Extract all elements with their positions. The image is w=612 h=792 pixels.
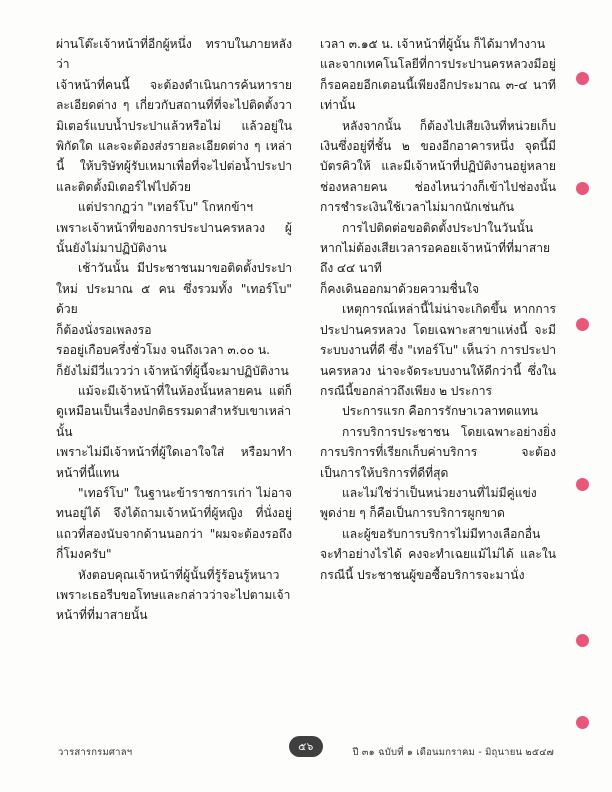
page-number-badge: ๕๖ [289, 736, 323, 757]
paragraph: เวลา ๓.๑๕ น. เจ้าหน้าที่ผู้นั้น ก็ได้มาทำงาน [320, 37, 546, 51]
left-column [56, 34, 292, 724]
paragraph: ก็ต้องนั่งรอเพลงรอ [56, 322, 152, 337]
decorative-dot [576, 318, 589, 331]
paragraph: รออยู่เกือบครึ่งชั่วโมง จนถึงเวลา ๓.๐๐ น. [56, 343, 270, 358]
paragraph: "เทอร์โบ" ในฐานะข้าราชการเก่า ไม่อาจทนอยู่ได้ จึงได้ถามเจ้าหน้าที่ผู้หญิง ที่นั่งอยู่แถวที่สองนับจากด้านนอกว่า "ผมจะต้องรอถึงกี่โมงครับ" [56, 485, 292, 562]
paragraph: ก็คงเดินออกมาด้วยความชื่นใจ [320, 281, 480, 296]
paragraph: ประการแรก คือการรักษาเวลาทดแทน [342, 404, 539, 419]
page-footer [0, 732, 612, 766]
decorative-margin-dots [572, 0, 598, 792]
paragraph: หังตอบคุณเจ้าหน้าที่ผู้นั้นที่รู้ร้อนรู้หนาว เพราะเธอรีบขอโทษและกล่าวว่าจะไปตามเจ้าหน้าที่ที่มาสายนั้น [56, 567, 291, 623]
paragraph: แต่ปรากฏว่า "เทอร์โบ" โกหกข้าฯ [78, 200, 254, 215]
paragraph: และจากเทคโนโลยีที่การประปานครหลวงมีอยู่ ก็รอคอยอีกเตอนนี้เพียงอีกประมาณ ๓-๔ นาที เท่านั้น [320, 57, 556, 113]
paragraph: หลังจากนั้น ก็ต้องไปเสียเงินที่หน่วยเก็บเงินซึ่งอยู่ที่ชั้น ๒ ของอีกอาคารหนึ่ง จุดนี้มีบัตรคิวให้ และมีเจ้าหน้าที่ปฏิบัติงานอยู่หลายช่องหลายคน ช่องไหนว่างก็เข้าไปช่องนั้น การชำระเงินใช้เวลาไม่มากนักเช่นกัน [320, 118, 556, 215]
decorative-dot [576, 634, 589, 647]
paragraph: แม้จะมีเจ้าหน้าที่ในห้องนั้นหลายคน แต่ก็ดูเหมือนเป็นเรื่องปกติธรรมดาสำหรับเขาเหล่านั้น [56, 383, 292, 439]
decorative-dot [576, 182, 589, 195]
right-column [320, 34, 556, 724]
footer-publication-name: วารสารกรมศาลฯ [58, 747, 133, 758]
footer-issue-info: ปี ๓๑ ฉบับที่ ๑ เดือนมกราคม - มิถุนายน ๒๕๔๗ [352, 747, 554, 758]
decorative-dot [576, 72, 589, 85]
paragraph: การบริการประชาชน โดยเฉพาะอย่างยิ่ง การบริการที่เรียกเก็บค่าบริการ จะต้องเป็นการให้บริการที่ดีที่สุด [320, 424, 556, 480]
paragraph: เพราะเจ้าหน้าที่ของการประปานครหลวง ผู้นั้นยังไม่มาปฏิบัติงาน [56, 220, 292, 256]
paragraph: และผู้ขอรับการบริการไม่มีทางเลือกอื่น จะทำอย่างไรได้ คงจะทำเฉยแม้ไม่ได้ และในกรณีนี้ ประชาชนผู้ขอซื้อบริการจะมานั่ง [320, 526, 556, 582]
paragraph: การไปติดต่อขอติดตั้งประปาในวันนั้น หากไม่ต้องเสียเวลารอคอยเจ้าหน้าที่ที่มาสาย ถึง ๔๔ นาที [320, 220, 551, 276]
paragraph: เหตุการณ์เหล่านี้ไม่น่าจะเกิดขึ้น หากการประปานครหลวง โดยเฉพาะสาขาแห่งนี้ จะมีระบบงานที่ดี ซึ่ง "เทอร์โบ" เห็นว่า การประปานครหลวง น่าจะจัดระบบงานให้ดีกว่านี้ ซึ่งในกรณีนี้ขอกล่าวถึงเพียง ๒ ประการ [320, 302, 556, 398]
paragraph: และไม่ใช่ว่าเป็นหน่วยงานที่ไม่มีคู่แข่ง พูดง่าย ๆ ก็คือเป็นการบริการผูกขาด [320, 485, 537, 521]
paragraph: ก็ยังไม่มีวี่แววว่า เจ้าหน้าที่ผู้นี้จะมาปฏิบัติงาน [56, 363, 289, 378]
paragraph: เช้าวันนั้น มีประชาชนมาขอติดตั้งประปาใหม่ ประมาณ ๕ คน ซึ่งรวมทั้ง "เทอร์โบ" ด้วย [56, 261, 292, 317]
paragraph: ผ่านโต๊ะเจ้าหน้าที่อีกผู้หนึ่ง ทราบในภายหลังว่า [56, 37, 292, 72]
paragraph: เพราะไม่มีเจ้าหน้าที่ผู้ใดเอาใจใส่ หรือมาทำหน้าที่นี้แทน [56, 445, 292, 480]
paragraph: เจ้าหน้าที่คนนี้ จะต้องดำเนินการค้นหารายละเอียดต่าง ๆ เกี่ยวกับสถานที่ที่จะไปติดตั้งวามิเตอร์แบบน้ำประปาแล้วหรือไม่ แล้วอยู่ในพิกัดใด และจะต้องส่งรายละเอียดต่าง ๆ เหล่านี้ ให้บริษัทผู้รับเหมาเพื่อที่จะไปต่อน้ำประปาและติดตั้งมิเตอร์ไฟไปด้วย [56, 77, 292, 194]
decorative-dot [576, 478, 589, 491]
decorative-dot [576, 716, 589, 729]
text-columns [56, 34, 556, 724]
